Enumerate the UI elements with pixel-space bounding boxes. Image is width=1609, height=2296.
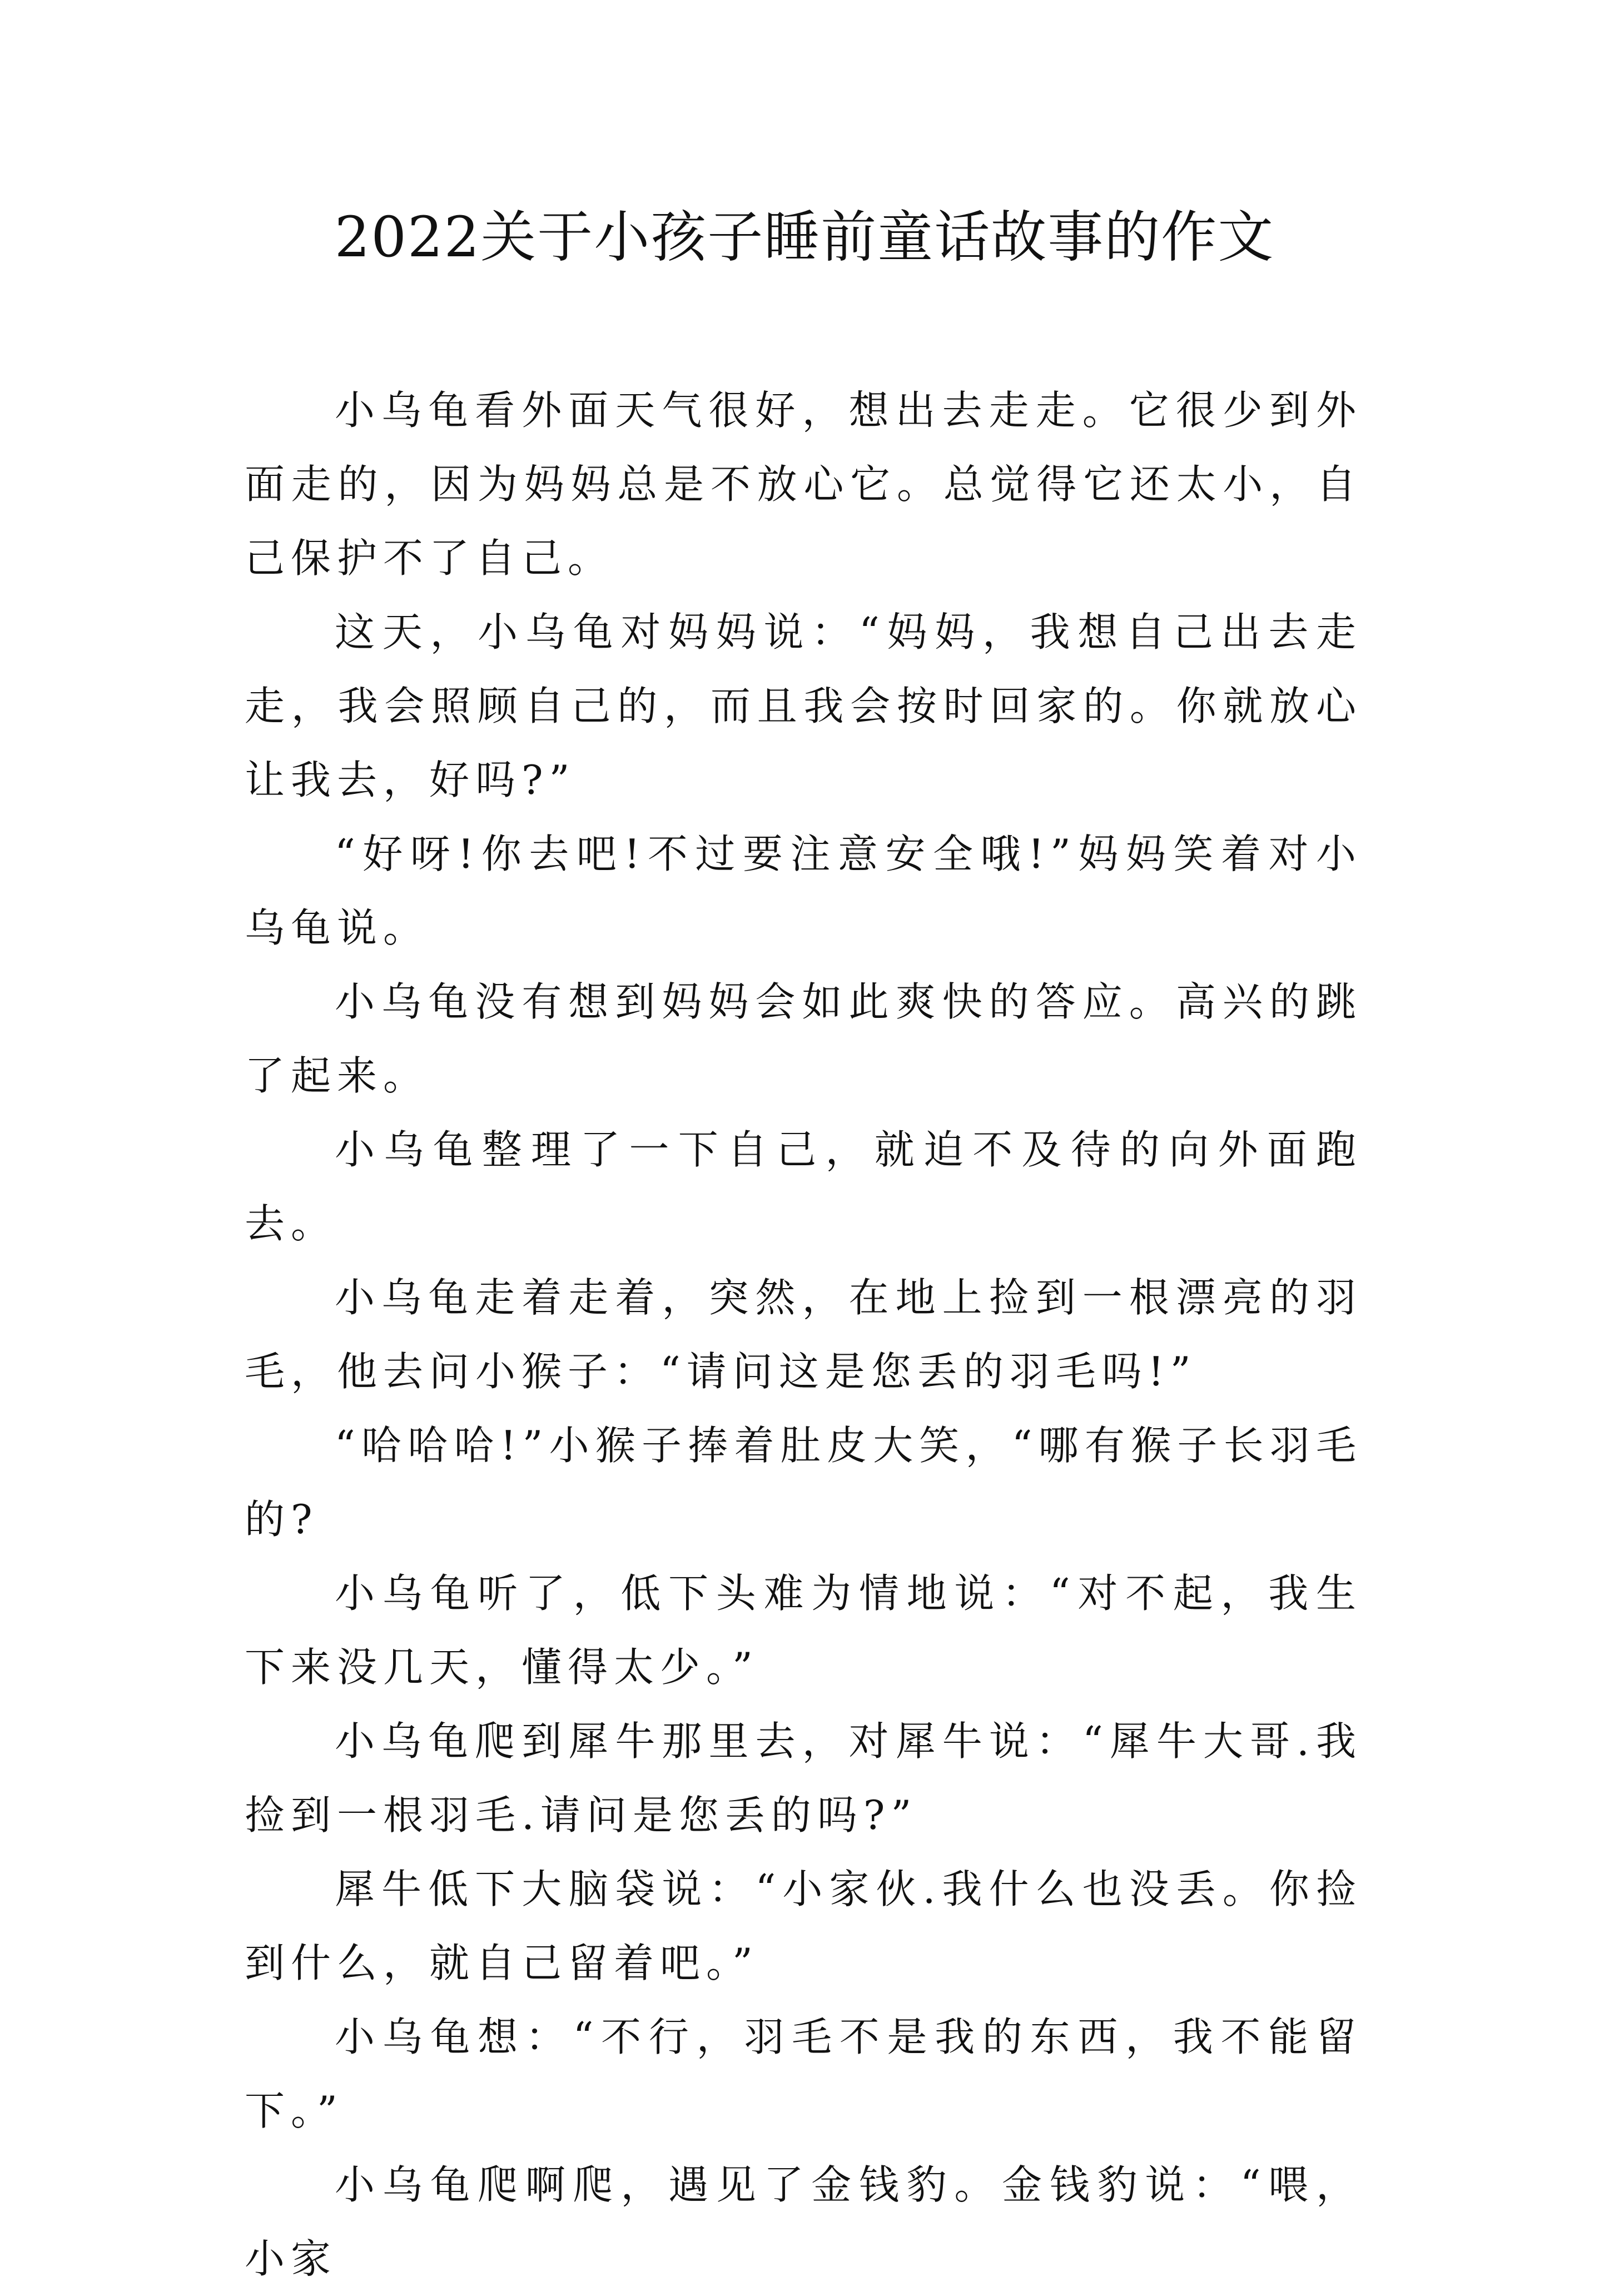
paragraph: 小乌龟整理了一下自己，就迫不及待的向外面跑去。 — [245, 1126, 1362, 1247]
document-body — [245, 374, 1362, 2296]
document-title: 2022关于小孩子睡前童话故事的作文 — [334, 205, 1275, 270]
paragraph: 小乌龟爬到犀牛那里去，对犀牛说：“犀牛大哥.我捡到一根羽毛.请问是您丢的吗?” — [245, 1718, 1362, 1838]
paragraph: 犀牛低下大脑袋说：“小家伙.我什么也没丢。你捡到什么，就自己留着吧。” — [245, 1866, 1362, 1986]
paragraph: 小乌龟听了，低下头难为情地说：“对不起，我生下来没几天，懂得太少。” — [245, 1570, 1362, 1691]
paragraph: 这天，小乌龟对妈妈说：“妈妈，我想自己出去走走，我会照顾自己的，而且我会按时回家的。你就放心让我去，好吗?” — [245, 609, 1362, 803]
paragraph: “哈哈哈!”小猴子捧着肚皮大笑，“哪有猴子长羽毛的? — [245, 1422, 1362, 1543]
paragraph: 小乌龟没有想到妈妈会如此爽快的答应。高兴的跳了起来。 — [245, 978, 1362, 1099]
paragraph: 小乌龟走着走着，突然，在地上捡到一根漂亮的羽毛，他去问小猴子：“请问这是您丢的羽毛吗!” — [245, 1274, 1362, 1395]
paragraph: 小乌龟看外面天气很好，想出去走走。它很少到外面走的，因为妈妈总是不放心它。总觉得它还太小，自己保护不了自己。 — [245, 387, 1362, 582]
paragraph: 小乌龟想：“不行，羽毛不是我的东西，我不能留下。” — [245, 2014, 1362, 2134]
paragraph: 小乌龟爬啊爬，遇见了金钱豹。金钱豹说：“喂，小家 — [245, 2161, 1362, 2282]
paragraph: “好呀!你去吧!不过要注意安全哦!”妈妈笑着对小乌龟说。 — [245, 831, 1362, 951]
